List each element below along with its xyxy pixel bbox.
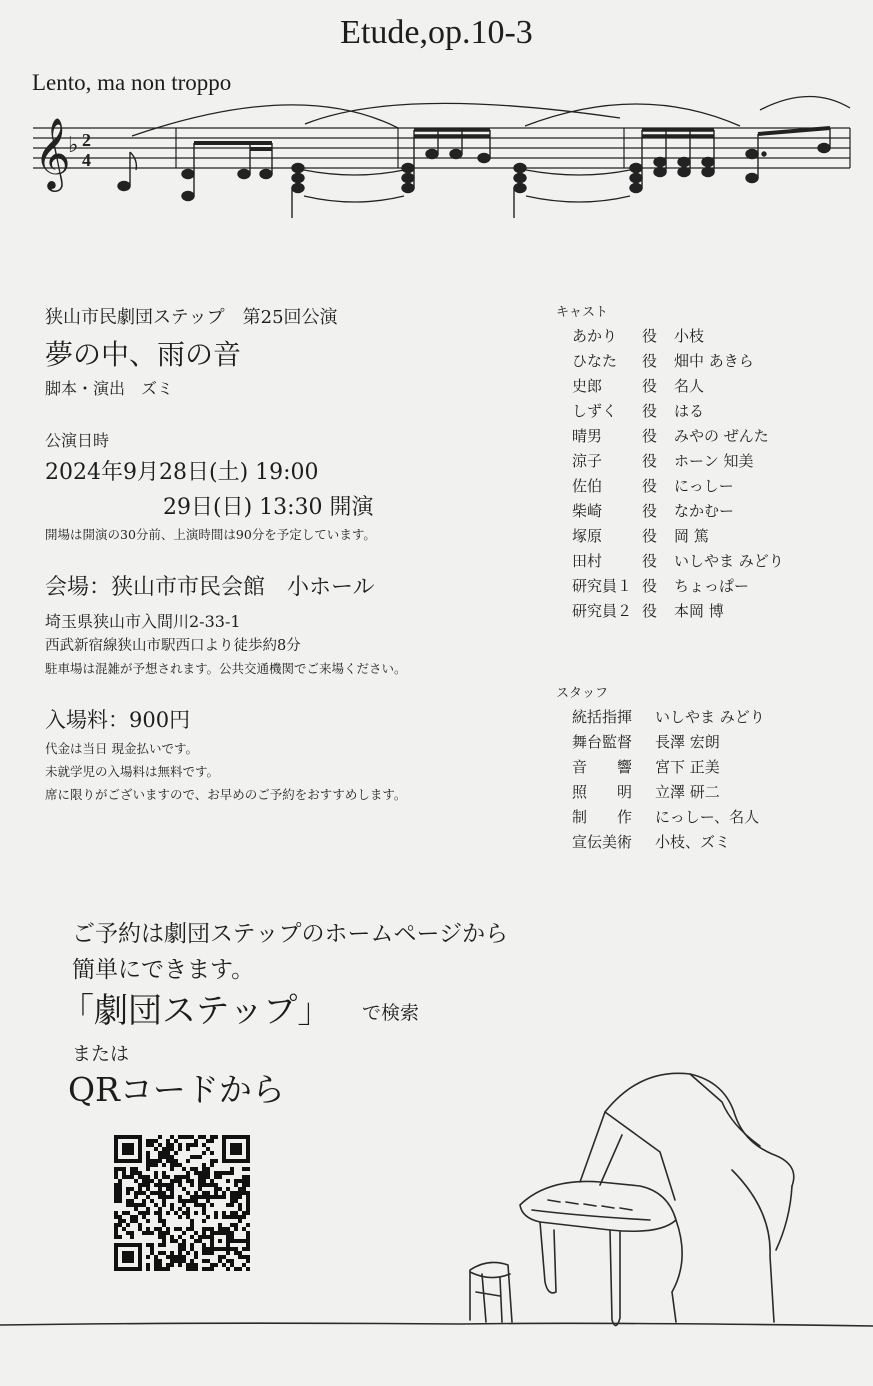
cast-actor: ちょっぱー xyxy=(674,577,750,595)
staff-name: いしやま みどり xyxy=(655,708,765,726)
cast-role: あかり xyxy=(572,327,618,345)
cast-heading: キャスト xyxy=(556,305,609,320)
cast-row xyxy=(572,375,852,395)
venue-address: 埼玉県狭山市入間川2-33-1 xyxy=(45,612,241,631)
search-term: 「劇団ステップ」 xyxy=(60,991,332,1031)
staff-name: にっしー、名人 xyxy=(655,808,760,826)
cast-row xyxy=(572,500,852,520)
troupe-performance-line: 狭山市民劇団ステップ 第25回公演 xyxy=(45,307,338,328)
cast-role: しずく xyxy=(572,402,618,420)
cast-yaku: 役 xyxy=(642,477,658,495)
cast-row xyxy=(572,400,852,420)
cast-yaku: 役 xyxy=(642,427,658,445)
cast-yaku: 役 xyxy=(642,502,658,520)
svg-text:2: 2 xyxy=(82,130,91,150)
staff-name: 小枝、ズミ xyxy=(655,833,731,851)
cast-actor: いしやま みどり xyxy=(674,552,784,570)
fee-note: 代金は当日 現金払いです。 xyxy=(45,741,198,756)
staff-row xyxy=(572,756,852,776)
svg-text:4: 4 xyxy=(82,150,91,170)
cast-yaku: 役 xyxy=(642,527,658,545)
date-heading: 公演日時 xyxy=(45,431,110,450)
cast-actor: 名人 xyxy=(674,377,705,395)
cast-row xyxy=(572,425,852,445)
cast-actor: 小枝 xyxy=(674,327,705,345)
piece-title: Etude,op.10-3 xyxy=(340,14,533,51)
cast-actor: はる xyxy=(674,402,705,420)
cast-row xyxy=(572,325,852,345)
cast-actor: ホーン 知美 xyxy=(674,452,754,470)
cast-role: 佐伯 xyxy=(572,477,603,495)
staff-name: 長澤 宏朗 xyxy=(655,733,720,751)
performance-date-2: 29日(日) 13:30 開演 xyxy=(163,495,374,520)
cast-role: 研究員１ xyxy=(572,577,633,595)
cast-yaku: 役 xyxy=(642,452,658,470)
staff-role: 照 明 xyxy=(572,783,633,801)
cast-actor: みやの ぜんた xyxy=(674,427,769,445)
staff-role: 音 響 xyxy=(572,758,633,776)
cast-yaku: 役 xyxy=(642,602,658,620)
staff-row xyxy=(572,781,852,801)
fee-note: 未就学児の入場料は無料です。 xyxy=(45,764,220,779)
staff-role: 統括指揮 xyxy=(572,708,633,726)
performance-date-1: 2024年9月28日(土) 19:00 xyxy=(45,460,319,485)
venue-access: 西武新宿線狭山市駅西口より徒歩約8分 xyxy=(45,638,301,654)
staff-name: 宮下 正美 xyxy=(655,758,720,776)
cast-role: 史郎 xyxy=(572,377,603,395)
svg-text:♭: ♭ xyxy=(68,133,79,158)
parking-note: 駐車場は混雑が予想されます。公共交通機関でご来場ください。 xyxy=(45,661,407,676)
staff-name: 立澤 研二 xyxy=(655,783,720,801)
piano-line-drawing xyxy=(0,1060,873,1386)
cast-role: 柴崎 xyxy=(572,502,603,520)
sheet-music-excerpt xyxy=(0,88,873,228)
cast-role: 涼子 xyxy=(572,452,603,470)
fee-note: 席に限りがございますので、お早めのご予約をおすすめします。 xyxy=(45,787,407,802)
staff-heading: スタッフ xyxy=(556,686,609,701)
reservation-line-1: ご予約は劇団ステップのホームページから xyxy=(72,921,509,947)
cast-row xyxy=(572,525,852,545)
cast-actor: 畑中 あきら xyxy=(674,352,754,370)
cast-row xyxy=(572,450,852,470)
venue: 会場：狭山市市民会館 小ホール xyxy=(45,575,375,600)
cast-row xyxy=(572,475,852,495)
cast-row xyxy=(572,550,852,570)
cast-role: 研究員２ xyxy=(572,602,633,620)
cast-actor: 岡 篤 xyxy=(674,527,709,545)
cast-role: ひなた xyxy=(572,352,618,370)
cast-role: 晴男 xyxy=(572,427,603,445)
cast-yaku: 役 xyxy=(642,577,658,595)
svg-text:𝄞: 𝄞 xyxy=(34,116,71,189)
tempo-marking: Lento, ma non troppo xyxy=(32,70,232,95)
search-suffix: で検索 xyxy=(362,1002,420,1024)
or-text: または xyxy=(72,1043,130,1065)
cast-actor: にっしー xyxy=(674,477,734,495)
reservation-line-2: 簡単にできます。 xyxy=(72,957,255,983)
staff-role: 宣伝美術 xyxy=(572,833,633,851)
play-title: 夢の中、雨の音 xyxy=(45,338,242,371)
staff-row xyxy=(572,706,852,726)
cast-role: 田村 xyxy=(572,552,603,570)
staff-row xyxy=(572,831,852,851)
cast-row xyxy=(572,600,852,620)
cast-row xyxy=(572,350,852,370)
cast-role: 塚原 xyxy=(572,527,603,545)
staff-role: 舞台監督 xyxy=(572,733,633,751)
script-director-credit: 脚本・演出 ズミ xyxy=(45,379,174,398)
date-note: 開場は開演の30分前、上演時間は90分を予定しています。 xyxy=(45,527,376,542)
staff-row xyxy=(572,806,852,826)
staff-row xyxy=(572,731,852,751)
cast-yaku: 役 xyxy=(642,377,658,395)
cast-row xyxy=(572,575,852,595)
qr-code-prompt: QRコードから xyxy=(68,1070,285,1109)
cast-yaku: 役 xyxy=(642,402,658,420)
cast-yaku: 役 xyxy=(642,352,658,370)
cast-actor: なかむー xyxy=(674,502,735,520)
staff-role: 制 作 xyxy=(572,808,633,826)
cast-yaku: 役 xyxy=(642,552,658,570)
cast-actor: 本岡 博 xyxy=(674,602,724,620)
cast-yaku: 役 xyxy=(642,327,658,345)
admission-fee: 入場料：900円 xyxy=(45,708,191,732)
